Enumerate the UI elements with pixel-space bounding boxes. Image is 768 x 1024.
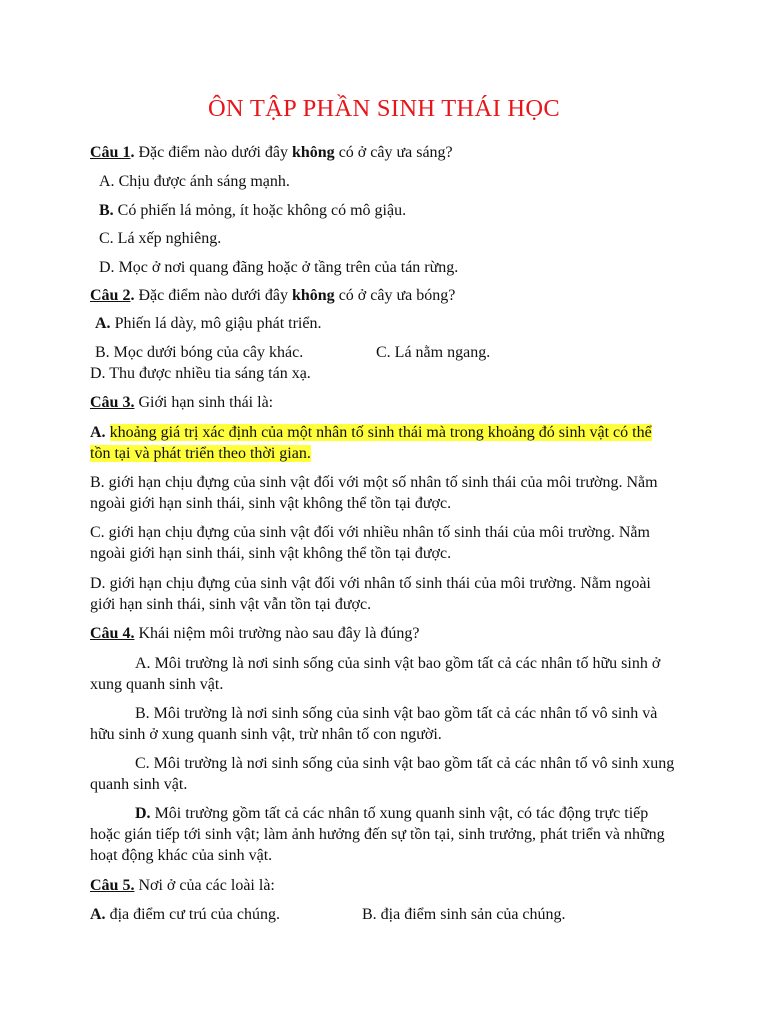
- question-3-option-a: A. khoảng giá trị xác định của một nhân tố sinh thái mà trong khoảng đó sinh vật có thể tồn tại và phát triển theo thời gian.: [90, 424, 652, 462]
- question-3-option-d: D. giới hạn chịu đựng của sinh vật đối với nhân tố sinh thái của môi trường. Nằm ngoài giới hạn sinh thái, sinh vật vẫn tồn tại được.: [90, 575, 651, 613]
- question-1-option-c: C. Lá xếp nghiêng.: [99, 230, 222, 247]
- question-4: Câu 4. Khái niệm môi trường nào sau đây là đúng?: [90, 625, 420, 642]
- question-2: Câu 2. Đặc điểm nào dưới đây không có ở cây ưa bóng?: [90, 287, 456, 304]
- question-1-option-a: A. Chịu được ánh sáng mạnh.: [99, 173, 290, 190]
- question-3-label: Câu 3.: [90, 394, 135, 411]
- question-4-option-d: D. Môi trường gồm tất cả các nhân tố xung quanh sinh vật, có tác động trực tiếp hoặc gián tiếp tới sinh vật; làm ảnh hưởng đến sự tồn tại, sinh trưởng, phát triển và những hoạt động khác của sinh vật.: [90, 805, 665, 864]
- question-2-option-b: B. Mọc dưới bóng của cây khác.: [95, 344, 304, 361]
- question-5-option-a: A. địa điểm cư trú của chúng.: [90, 906, 280, 923]
- document-title: ÔN TẬP PHẦN SINH THÁI HỌC: [207, 95, 561, 122]
- question-2-label: Câu 2: [90, 287, 131, 304]
- question-2-option-d: D. Thu được nhiều tia sáng tán xạ.: [90, 365, 311, 382]
- question-1-option-b: B. Có phiến lá mỏng, ít hoặc không có mô giậu.: [99, 202, 407, 219]
- highlighted-answer: khoảng giá trị xác định của một nhân tố sinh thái mà trong khoảng đó sinh vật có thể tồn tại và phát triển theo thời gian.: [90, 424, 652, 462]
- question-3-option-c: C. giới hạn chịu đựng của sinh vật đối với nhiều nhân tố sinh thái của môi trường. Nằm ngoài giới hạn sinh thái, sinh vật không thể tồn tại được.: [90, 524, 650, 562]
- question-2-option-c: C. Lá nằm ngang.: [376, 344, 491, 361]
- question-1: Câu 1. Đặc điểm nào dưới đây không có ở cây ưa sáng?: [90, 144, 453, 161]
- question-4-option-c: C. Môi trường là nơi sinh sống của sinh vật bao gồm tất cả các nhân tố vô sinh xung quanh sinh vật.: [90, 755, 675, 793]
- question-1-label: Câu 1: [90, 144, 131, 161]
- question-1-option-d: D. Mọc ở nơi quang đãng hoặc ở tầng trên của tán rừng.: [99, 259, 459, 276]
- question-4-label: Câu 4.: [90, 625, 135, 642]
- question-4-option-b: B. Môi trường là nơi sinh sống của sinh vật bao gồm tất cả các nhân tố vô sinh và hữu sinh ở xung quanh sinh vật, trừ nhân tố con người.: [90, 705, 658, 743]
- question-3: Câu 3. Giới hạn sinh thái là:: [90, 394, 274, 411]
- question-5-label: Câu 5.: [90, 877, 135, 894]
- question-2-option-a: A. Phiến lá dày, mô giậu phát triển.: [95, 315, 322, 332]
- question-3-option-b: B. giới hạn chịu đựng của sinh vật đối với một số nhân tố sinh thái của môi trường. Nằm ngoài giới hạn sinh thái, sinh vật không thể tồn tại được.: [90, 474, 658, 512]
- question-4-option-a: A. Môi trường là nơi sinh sống của sinh vật bao gồm tất cả các nhân tố hữu sinh ở xung quanh sinh vật.: [90, 655, 661, 693]
- question-5: Câu 5. Nơi ở của các loài là:: [90, 877, 275, 894]
- question-5-option-b: B. địa điểm sinh sản của chúng.: [362, 906, 566, 923]
